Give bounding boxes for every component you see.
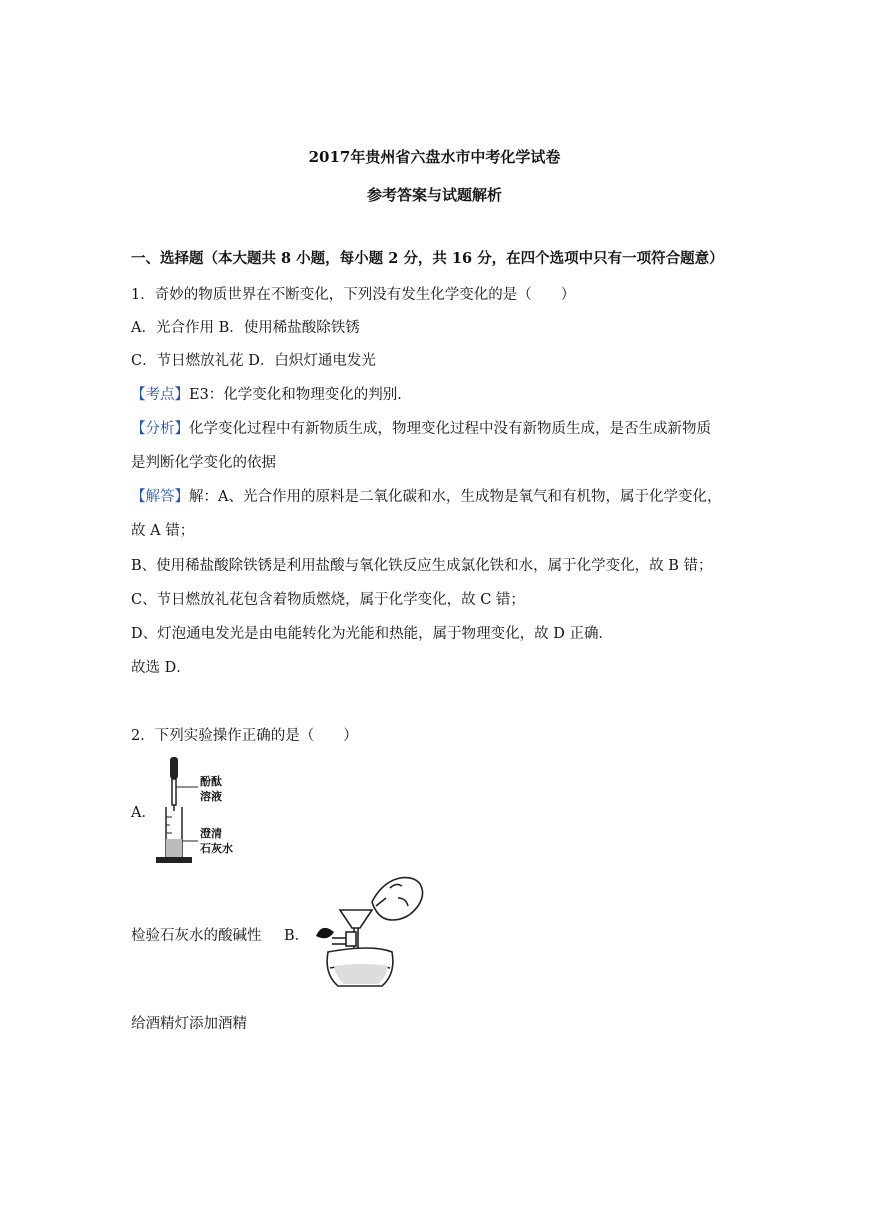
alcohol-lamp-figure <box>310 872 430 998</box>
option-a-label: A． <box>131 805 156 821</box>
label-limewater: 石灰水 <box>200 842 233 855</box>
option-b-caption: 给酒精灯添加酒精 <box>131 1016 247 1032</box>
kaodian-line <box>131 386 412 404</box>
jieda-text: 解：A、光合作用的原料是二氧化碳和水，生成物是氧气和有机物，属于化学变化， <box>189 489 722 505</box>
fenxi-line <box>131 420 711 438</box>
fenxi-text: 化学变化过程中有新物质生成，物理变化过程中没有新物质生成，是否生成新物质 <box>189 421 711 437</box>
jieda-tag: 【解答】 <box>131 489 189 505</box>
question-2-stem: 2．下列实验操作正确的是（ ） <box>131 728 358 744</box>
question-1-options-ab: A．光合作用 B．使用稀盐酸除铁锈 <box>131 320 360 336</box>
explanation-c: C、节日燃放礼花包含着物质燃烧，属于化学变化，故 C 错； <box>131 592 525 608</box>
label-clear: 澄清 <box>200 827 222 840</box>
page-title: 2017年贵州省六盘水市中考化学试卷 <box>308 148 561 166</box>
dropper-cylinder-figure <box>148 755 248 867</box>
label-phenolphthalein: 酚酞 <box>200 775 222 788</box>
fenxi-tag: 【分析】 <box>131 421 189 437</box>
explanation-b: B、使用稀盐酸除铁锈是利用盐酸与氧化铁反应生成氯化铁和水，属于化学变化，故 B 错； <box>131 558 713 574</box>
label-solution: 溶液 <box>200 790 222 803</box>
explanation-d: D、灯泡通电发光是由电能转化为光能和热能，属于物理变化，故 D 正确． <box>131 626 613 642</box>
jieda-text-cont: 故 A 错； <box>131 523 195 539</box>
fenxi-text-cont: 是判断化学变化的依据 <box>131 455 276 471</box>
question-1-options-cd: C．节日燃放礼花 D．白炽灯通电发光 <box>131 353 376 369</box>
answer-line: 故选 D． <box>131 660 191 676</box>
page-subtitle: 参考答案与试题解析 <box>366 186 502 204</box>
question-1-stem: 1．奇妙的物质世界在不断变化，下列没有发生化学变化的是（ ） <box>131 287 576 303</box>
option-a-caption: 检验石灰水的酸碱性 <box>131 928 262 944</box>
option-b-label: B． <box>284 928 310 944</box>
jieda-line <box>131 488 721 506</box>
kaodian-text: E3：化学变化和物理变化的判别． <box>189 387 412 403</box>
kaodian-tag: 【考点】 <box>131 387 189 403</box>
section-heading: 一、选择题（本大题共 8 小题，每小题 2 分，共 16 分，在四个选项中只有一项符合题意） <box>131 250 724 267</box>
